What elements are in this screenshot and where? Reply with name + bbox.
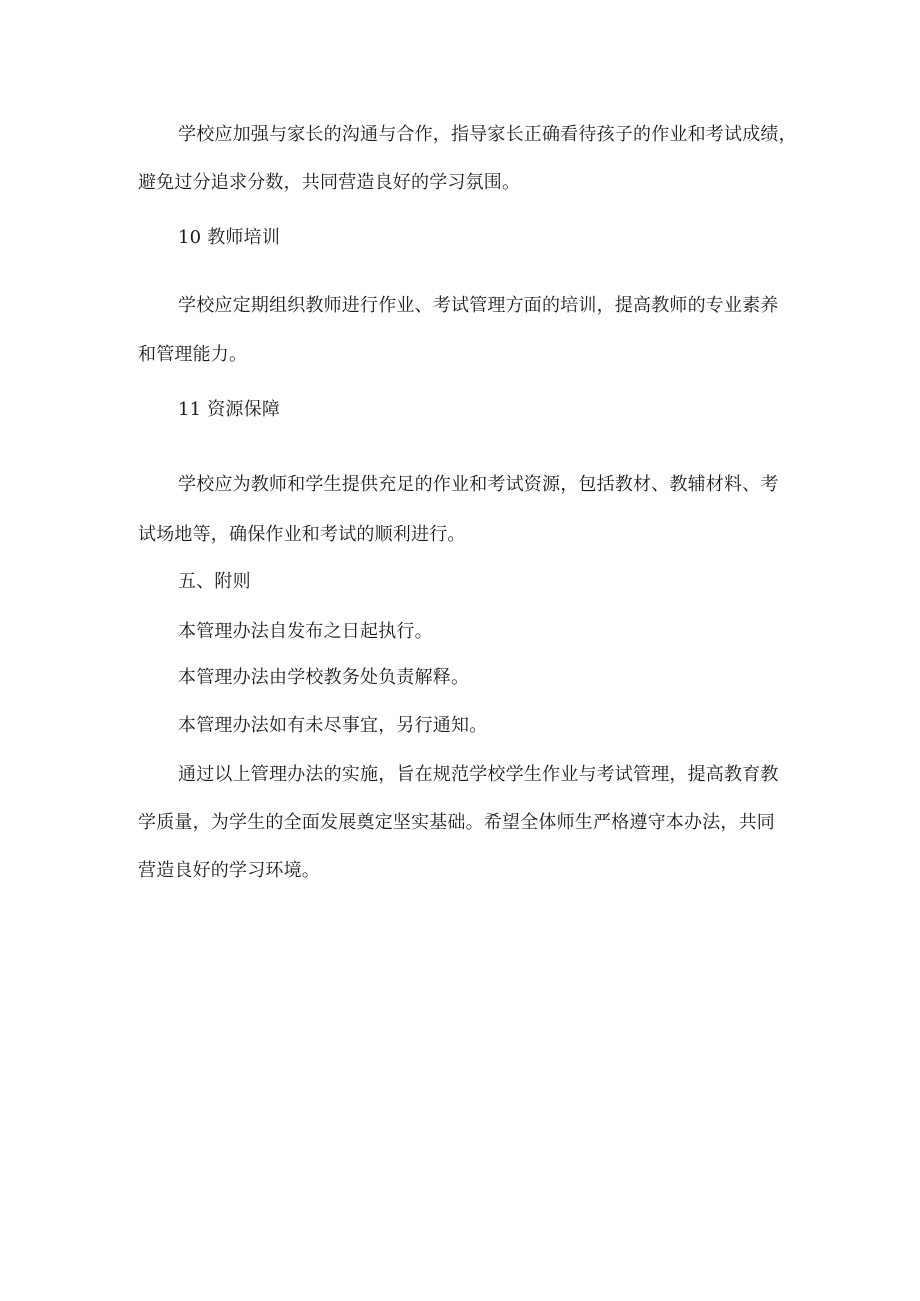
- section-heading-resource-support: 11 资源保障: [178, 399, 281, 420]
- paragraph-training-line-1: 学校应定期组织教师进行作业、考试管理方面的培训，提高教师的专业素养: [178, 295, 779, 316]
- paragraph-training-line-2: 和管理能力。: [138, 344, 248, 365]
- paragraph-parents-line-1: 学校应加强与家长的沟通与合作，指导家长正确看待孩子的作业和考试成绩，: [178, 124, 797, 145]
- paragraph-parents-line-2: 避免过分追求分数，共同营造良好的学习氛围。: [138, 172, 521, 193]
- conclusion-line-3: 营造良好的学习环境。: [138, 860, 320, 881]
- section-heading-teacher-training: 10 教师培训: [178, 227, 281, 248]
- provision-other-matters: 本管理办法如有未尽事宜，另行通知。: [178, 715, 488, 736]
- provision-interpretation: 本管理办法由学校教务处负责解释。: [178, 667, 470, 688]
- paragraph-resources-line-1: 学校应为教师和学生提供充足的作业和考试资源，包括教材、教辅材料、考: [178, 474, 779, 495]
- conclusion-line-1: 通过以上管理办法的实施，旨在规范学校学生作业与考试管理，提高教育教: [178, 764, 779, 785]
- paragraph-resources-line-2: 试场地等，确保作业和考试的顺利进行。: [138, 524, 466, 545]
- chapter-heading-supplementary: 五、附则: [178, 571, 251, 592]
- conclusion-line-2: 学质量，为学生的全面发展奠定坚实基础。希望全体师生严格遵守本办法，共同: [138, 812, 775, 833]
- provision-effective-date: 本管理办法自发布之日起执行。: [178, 621, 433, 642]
